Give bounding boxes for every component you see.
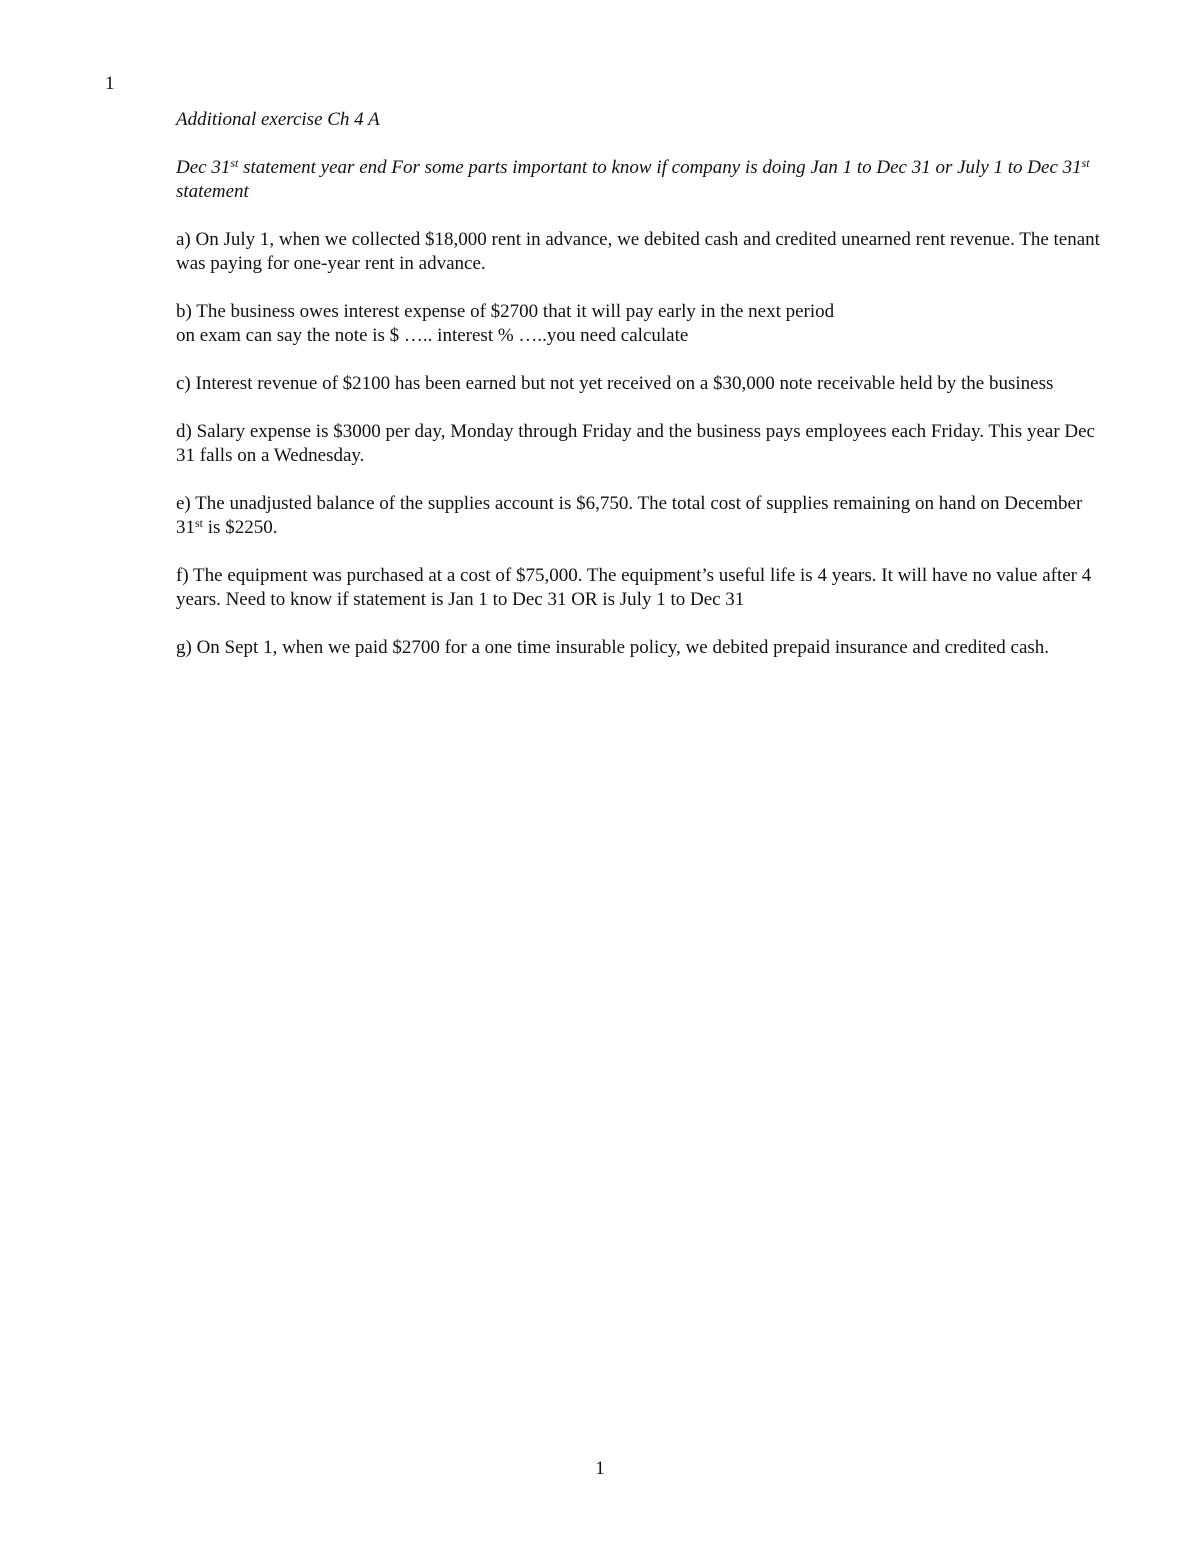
document-title: Additional exercise Ch 4 A [176,109,380,130]
item-e [176,492,1106,540]
item-d: d) Salary expense is $3000 per day, Monday through Friday and the business pays employees each Friday. This year Dec 31 falls on a Wednesday. [176,421,1095,466]
item-b [176,300,1106,348]
item-e-sup: st [195,516,204,530]
intro-sup-1: st [230,156,239,170]
item-g: g) On Sept 1, when we paid $2700 for a one time insurable policy, we debited prepaid insurance and credited cash. [176,637,1050,658]
header-page-number: 1 [105,73,115,94]
document-body [176,108,1106,684]
intro-text-2: statement year end For some parts important to know if company is doing Jan 1 to Dec 31 or July 1 to Dec 31 [238,157,1082,178]
footer-page-number: 1 [595,1458,605,1479]
intro-sup-2: st [1081,156,1090,170]
item-e-text-2: is $2250. [203,517,278,538]
item-b-line-2: on exam can say the note is $ ….. interest % …..you need calculate [176,325,689,346]
item-a: a) On July 1, when we collected $18,000 rent in advance, we debited cash and credited unearned rent revenue. The tenant was paying for one-year rent in advance. [176,229,1100,274]
intro-text-1: Dec 31 [176,157,231,178]
item-c: c) Interest revenue of $2100 has been earned but not yet received on a $30,000 note receivable held by the business [176,373,1054,394]
intro-text-3: statement [176,181,249,202]
item-f: f) The equipment was purchased at a cost of $75,000. The equipment’s useful life is 4 years. It will have no value after 4 years. Need to know if statement is Jan 1 to Dec 31 OR is July 1 to Dec 31 [176,565,1092,610]
item-e-text-1: e) The unadjusted balance of the supplies account is $6,750. The total cost of supplies remaining on hand on December 31 [176,493,1083,538]
item-b-line-1: b) The business owes interest expense of $2700 that it will pay early in the next period [176,301,835,322]
intro-paragraph [176,156,1106,204]
